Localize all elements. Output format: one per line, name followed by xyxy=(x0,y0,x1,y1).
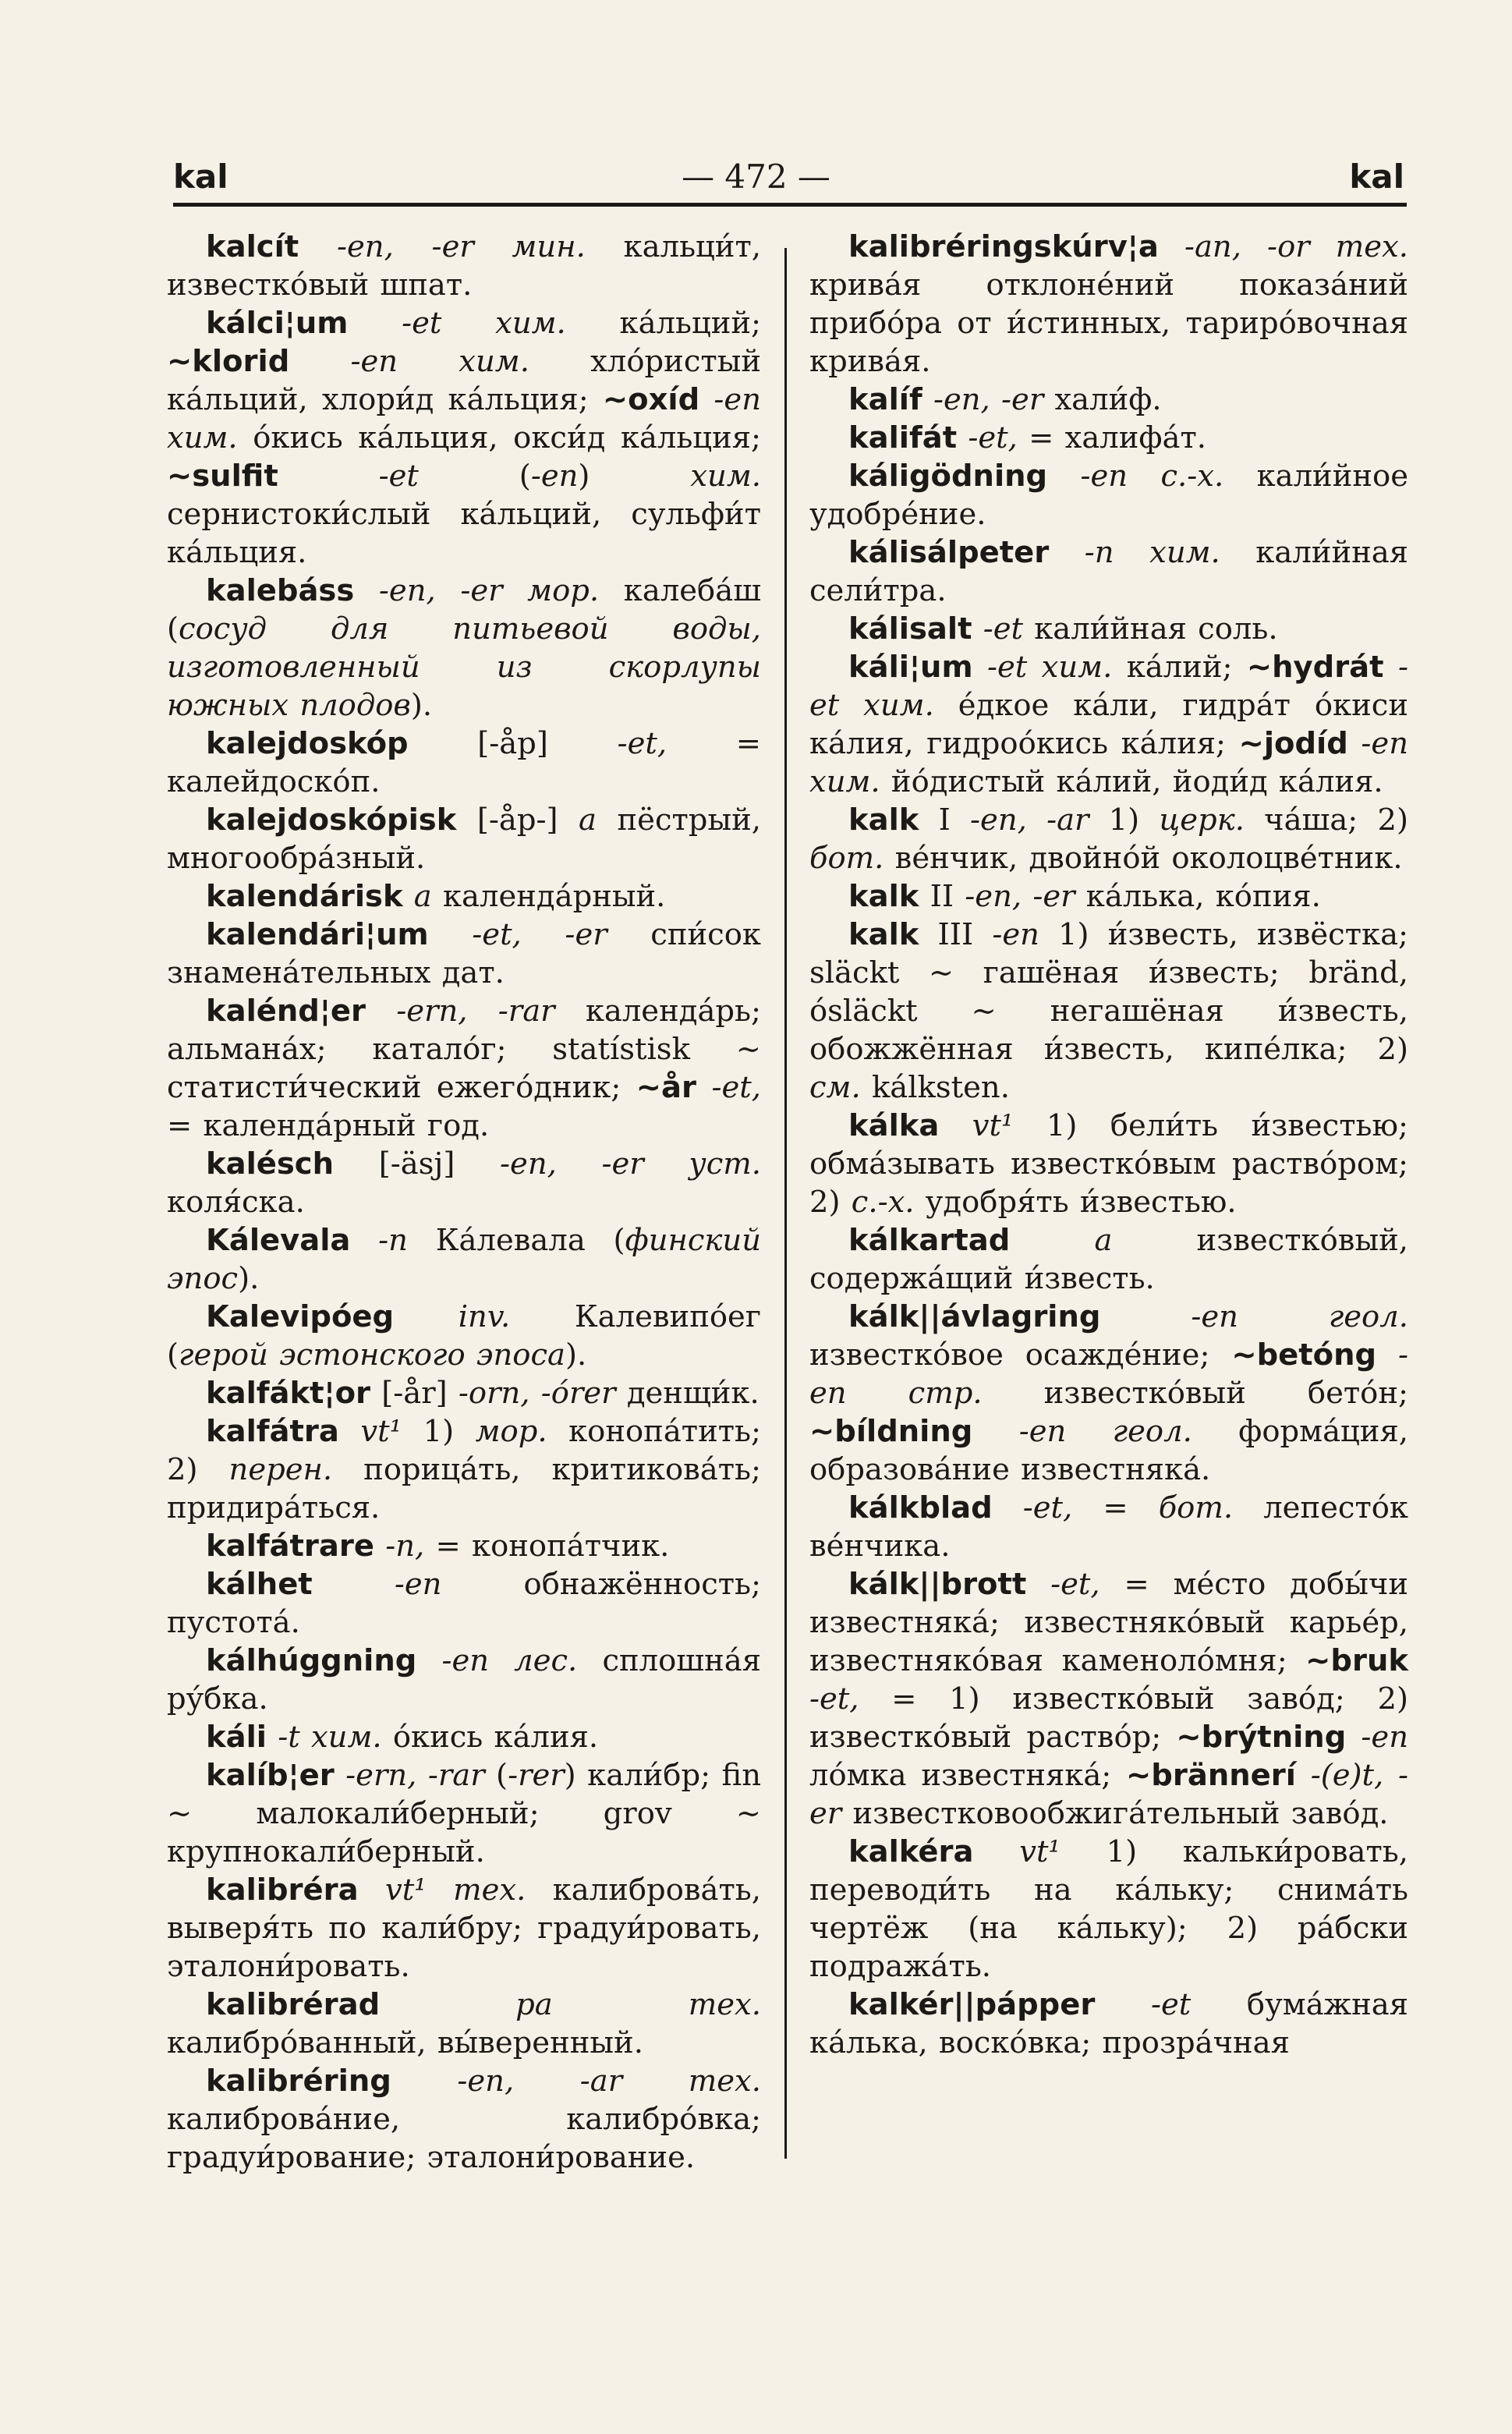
definition-text: спи́сок знамена́тельных дат. xyxy=(167,917,761,990)
grammar-label: церк. xyxy=(1159,802,1245,838)
headword: kálka xyxy=(848,1108,940,1143)
grammar-label: -en хим. xyxy=(289,344,529,379)
dictionary-entry xyxy=(167,304,761,572)
headword: kalíb¦er xyxy=(206,1758,335,1793)
dictionary-entry xyxy=(167,1986,761,2062)
column-divider xyxy=(784,248,787,2159)
definition-text: = 1) известко́вый заво́д; 2) известко́вый раство́р; xyxy=(809,1681,1408,1755)
dictionary-entry xyxy=(167,1871,761,1986)
definition-text: известковообжига́тельный заво́д. xyxy=(841,1796,1389,1831)
definition-text: = ме́сто добы́чи известняка́; известняко́вый карье́р, известняко́вая каменоло́мня; xyxy=(809,1567,1408,1678)
grammar-label: -en хим. xyxy=(167,382,762,455)
dictionary-entry xyxy=(167,572,761,725)
headword: ∼brännerí xyxy=(1126,1758,1296,1793)
definition-text: [-åp-] xyxy=(456,802,579,838)
headword: kalejdoskópisk xyxy=(206,802,457,838)
definition-text: калиброва́ть, выверя́ть по кали́бру; градуи́ровать, эталони́ровать. xyxy=(167,1872,761,1984)
dictionary-entry xyxy=(167,1718,761,1756)
grammar-label: a xyxy=(1010,1223,1113,1258)
grammar-label: -en, -er мор. xyxy=(354,573,600,608)
dictionary-entry xyxy=(167,916,761,992)
headword: kalejdoskóp xyxy=(206,726,409,761)
definition-text: [-åp] xyxy=(408,726,618,761)
running-head-left: kal xyxy=(173,158,228,196)
headword: ∼betóng xyxy=(1231,1337,1377,1373)
definition-text: ) xyxy=(578,459,691,494)
definition-text: ка́лька, ко́пия. xyxy=(1075,879,1321,914)
headword: kalibréring xyxy=(206,2064,391,2099)
definition-text: = халифа́т. xyxy=(1017,420,1207,455)
definition-text: 1) кальки́ровать, переводи́ть на ка́льку; снима́ть чертёж (на ка́льку); 2) ра́бски подража́ть. xyxy=(809,1834,1408,1984)
grammar-label: -en xyxy=(1346,1720,1408,1755)
grammar-label: -et, xyxy=(809,1681,859,1717)
dictionary-entry xyxy=(167,1527,761,1565)
grammar-label: -et хим. xyxy=(348,306,566,341)
headword: kálk||ávlagring xyxy=(848,1299,1101,1334)
grammar-label: -en геол. xyxy=(972,1414,1192,1449)
grammar-label: -en стр. xyxy=(809,1337,1408,1411)
definition-text: ( xyxy=(418,459,531,494)
definition-text: 1) и́звесть, извёстка; släckt ∼ гашёная и́звесть; bränd, ósläckt ∼ негашёная и́звесть, обожжённая и́звесть, кипе́лка; 2) xyxy=(809,917,1408,1067)
definition-text: денщи́к. xyxy=(615,1376,760,1411)
definition-text: ) кали́бр; fin ∼ малокали́берный; grov ∼ крупнокали́берный. xyxy=(167,1758,761,1869)
definition-text: хали́ф. xyxy=(1043,382,1162,417)
dictionary-entry xyxy=(809,801,1408,877)
grammar-label: -n, xyxy=(374,1529,425,1564)
grammar-label: -en геол. xyxy=(1100,1299,1408,1334)
definition-text: удобря́ть и́звестью. xyxy=(914,1185,1237,1220)
definition-text: кали́йное удобре́ние. xyxy=(809,459,1409,532)
grammar-label: -en, -er уст. xyxy=(500,1146,761,1182)
grammar-label: -en с.-х. xyxy=(1047,459,1224,494)
definition-text: пёстрый, многообра́зный. xyxy=(167,802,761,876)
definition-text: сернистоки́слый ка́льций, сульфи́т ка́льция. xyxy=(167,497,761,570)
definition-text: кали́йная сели́тра. xyxy=(809,535,1409,608)
grammar-label: -t хим. xyxy=(266,1720,382,1755)
dictionary-entry xyxy=(809,457,1408,533)
headword: káligödning xyxy=(848,459,1048,494)
headword: kálk||brott xyxy=(848,1567,1027,1602)
definition-text: = калейдоско́п. xyxy=(167,726,761,799)
grammar-label: -en xyxy=(992,917,1039,952)
headword: kálkartad xyxy=(848,1223,1011,1258)
dictionary-entry xyxy=(167,1756,761,1871)
headword: kálisalt xyxy=(848,611,972,647)
grammar-label: -en, -er мин. xyxy=(299,229,586,264)
headword: kalkéra xyxy=(848,1834,974,1869)
headword: ∼sulfit xyxy=(167,459,278,494)
grammar-label: a xyxy=(402,879,432,914)
headword: kalendárisk xyxy=(206,879,403,914)
definition-text: [-äsj] xyxy=(334,1146,501,1182)
grammar-label: -en xyxy=(312,1567,442,1602)
grammar-label: pa тех. xyxy=(380,1987,761,2022)
definition-text: е́дкое ка́ли, гидра́т о́киси ка́лия, гидроо́кись ка́лия; xyxy=(809,688,1408,761)
definition-text: лепесто́к ве́нчика. xyxy=(809,1490,1408,1564)
definition-text: порица́ть, критикова́ть; придира́ться. xyxy=(167,1452,761,1525)
dictionary-entry xyxy=(809,381,1408,419)
headword: kalcít xyxy=(206,229,299,264)
definition-text: ка́льций; xyxy=(565,306,761,341)
left-column xyxy=(167,228,761,2177)
grammar-label: -et, -er xyxy=(428,917,607,952)
grammar-label: с.-х. xyxy=(851,1185,915,1220)
grammar-label: -et xyxy=(1095,1987,1192,2022)
definition-text: крива́я отклоне́ний показа́ний прибо́ра от и́стинных, тариро́вочная крива́я. xyxy=(809,267,1408,379)
dictionary-entry xyxy=(809,877,1408,916)
definition-text: 1) xyxy=(402,1414,476,1449)
headword: ∼år xyxy=(636,1070,697,1105)
definition-text: калибро́ванный, вы́веренный. xyxy=(167,2025,643,2060)
headword: ∼jodíd xyxy=(1238,726,1348,761)
definition-text: = конопа́тчик. xyxy=(424,1529,670,1564)
definition-text: календа́рный. xyxy=(431,879,666,914)
grammar-label: перен. xyxy=(228,1452,333,1487)
dictionary-entry xyxy=(167,1145,761,1221)
grammar-label: -en лес. xyxy=(416,1643,578,1678)
headword: kálci¦um xyxy=(206,306,349,341)
dictionary-entry xyxy=(167,1374,761,1412)
definition-text: ло́мка известняка́; xyxy=(809,1758,1127,1793)
grammar-label: -et, xyxy=(617,726,667,761)
definition-text: коля́ска. xyxy=(167,1185,305,1220)
headword: kalfákt¦or xyxy=(206,1376,371,1411)
dictionary-entry xyxy=(167,1642,761,1718)
headword: kalk xyxy=(848,917,919,952)
definition-text: кальци́т, известко́вый шпат. xyxy=(167,229,761,303)
grammar-label: -en, -ar xyxy=(970,802,1089,838)
dictionary-entry xyxy=(809,1221,1408,1298)
grammar-label: -et xyxy=(972,611,1023,647)
definition-text: = xyxy=(1072,1490,1159,1525)
headword: kalénd¦er xyxy=(206,994,366,1029)
headword: Kálevala xyxy=(206,1223,351,1258)
grammar-label: -en хим. xyxy=(809,726,1408,799)
dictionary-entry xyxy=(809,1833,1408,1986)
headword: kalendári¦um xyxy=(206,917,429,952)
definition-text: ( xyxy=(484,1758,508,1793)
headword: kalifát xyxy=(848,420,958,455)
grammar-label: -(e)t, -er xyxy=(809,1758,1408,1831)
definition-text: о́кись ка́лия. xyxy=(381,1720,599,1755)
definition-text: ка́лий; xyxy=(1112,650,1247,685)
headword: kálisálpeter xyxy=(848,535,1050,570)
definition-text: I xyxy=(919,802,971,838)
dictionary-entry xyxy=(809,533,1408,610)
definition-text: 1) xyxy=(1089,802,1160,838)
grammar-label: хим. xyxy=(690,459,761,494)
dictionary-entry xyxy=(167,1565,761,1642)
definition-text: ча́ша; 2) xyxy=(1244,802,1409,838)
dictionary-entry xyxy=(167,2062,761,2177)
dictionary-entry xyxy=(167,801,761,877)
dictionary-entry xyxy=(809,1298,1408,1489)
headword: kálhúggning xyxy=(206,1643,417,1678)
grammar-label: сосуд для питьевой воды, изготовленный из скорлупы южных плодов xyxy=(167,611,761,723)
grammar-label: vt¹ xyxy=(939,1108,1014,1143)
headword: kalfátrare xyxy=(206,1529,374,1564)
dictionary-entry xyxy=(809,610,1408,648)
grammar-label: inv. xyxy=(394,1299,511,1334)
grammar-label: -et, xyxy=(957,420,1018,455)
definition-text: обнажённость; пустота́. xyxy=(167,1567,761,1640)
definition-text: кали́йная соль. xyxy=(1023,611,1278,647)
definition-text: о́кись ка́льция, окси́д ка́льция; xyxy=(237,420,761,455)
grammar-label: vt¹ xyxy=(973,1834,1061,1869)
headword: kalibréringskúrv¦a xyxy=(848,229,1159,264)
definition-text: известко́вый, содержа́щий и́звесть. xyxy=(809,1223,1408,1296)
page-number: — 472 — xyxy=(682,158,830,196)
grammar-label: см. xyxy=(809,1070,861,1105)
definition-text: календа́рь; альмана́х; катало́г; statístisk ∼ статисти́ческий ежего́дник; xyxy=(167,994,761,1105)
grammar-label: -et, xyxy=(1026,1567,1100,1602)
definition-text: II xyxy=(919,879,965,914)
dictionary-entry xyxy=(809,1565,1408,1833)
grammar-label: -n xyxy=(350,1223,408,1258)
headword: kalk xyxy=(848,879,919,914)
grammar-label: -et хим. xyxy=(809,650,1408,723)
definition-text: ). xyxy=(565,1337,587,1373)
headword: ∼klorid xyxy=(167,344,290,379)
definition-text: сплошна́я ру́бка. xyxy=(167,1643,762,1717)
headword: ∼bruk xyxy=(1305,1643,1408,1678)
grammar-label: бот. xyxy=(1158,1490,1234,1525)
headword: kalkér||pápper xyxy=(848,1987,1096,2022)
definition-text: ). xyxy=(238,1261,260,1296)
definition-text: ве́нчик, двойно́й околоцве́тник. xyxy=(883,841,1403,876)
definition-text: известко́вое осажде́ние; xyxy=(809,1337,1232,1373)
grammar-label: -ern, -rar xyxy=(366,994,555,1029)
dictionary-entry xyxy=(809,1986,1408,2062)
headword: ∼hydrát xyxy=(1246,650,1384,685)
grammar-label: vt¹ xyxy=(338,1414,402,1449)
dictionary-entry xyxy=(167,228,761,304)
grammar-label: -orn, -órer xyxy=(458,1376,616,1411)
headword: kalésch xyxy=(206,1146,335,1182)
definition-text: 1) бели́ть и́звестью; обма́зывать известко́вым раство́ром; 2) xyxy=(809,1108,1408,1220)
grammar-label: -rer xyxy=(508,1758,565,1793)
dictionary-entry xyxy=(809,419,1408,457)
definition-text: калеба́ш ( xyxy=(167,573,761,647)
dictionary-entry xyxy=(809,1107,1408,1221)
headword: kálkblad xyxy=(848,1490,993,1525)
running-head-right: kal xyxy=(1349,158,1404,196)
headword: káli xyxy=(206,1720,267,1755)
definition-text: хло́ристый ка́льций, хлори́д ка́льция; xyxy=(167,344,762,417)
grammar-label: -et xyxy=(278,459,419,494)
headword: Kalevipóeg xyxy=(206,1299,395,1334)
dictionary-entry xyxy=(167,1298,761,1374)
headword: ∼bíldning xyxy=(809,1414,973,1449)
right-column xyxy=(809,228,1408,2062)
grammar-label: -en, -er xyxy=(965,879,1075,914)
grammar-label: -en xyxy=(530,459,579,494)
headword: kalk xyxy=(848,802,919,838)
headword: kalíf xyxy=(848,382,922,417)
definition-text: kálksten. xyxy=(860,1070,1010,1105)
headword: kalfátra xyxy=(206,1414,339,1449)
dictionary-entry xyxy=(809,228,1408,381)
dictionary-entry xyxy=(809,916,1408,1107)
grammar-label: -an, -or тех. xyxy=(1158,229,1408,264)
dictionary-entry xyxy=(809,648,1408,801)
headword: ∼brýtning xyxy=(1176,1720,1347,1755)
definition-text: ). xyxy=(410,688,433,723)
definition-text: Калевипо́ег ( xyxy=(167,1299,761,1373)
definition-text: III xyxy=(919,917,993,952)
grammar-label: -en, -er xyxy=(922,382,1044,417)
headword: kalebáss xyxy=(206,573,355,608)
grammar-label: бот. xyxy=(809,841,884,876)
definition-text: [-år] xyxy=(370,1376,459,1411)
dictionary-entry xyxy=(809,1489,1408,1565)
headword: ∼oxíd xyxy=(602,382,700,417)
definition-text: бума́жная ка́лька, воско́вка; прозра́чная xyxy=(809,1987,1408,2060)
dictionary-entry xyxy=(167,1221,761,1298)
grammar-label: -n хим. xyxy=(1049,535,1220,570)
grammar-label: -en, -ar тех. xyxy=(391,2064,761,2099)
definition-text: = календа́рный год. xyxy=(167,1108,490,1143)
grammar-label: a xyxy=(579,802,597,838)
grammar-label: мор. xyxy=(475,1414,547,1449)
grammar-label: -et, xyxy=(992,1490,1073,1525)
grammar-label: vt¹ тех. xyxy=(358,1872,526,1908)
header-rule xyxy=(173,203,1407,207)
grammar-label: -et хим. xyxy=(972,650,1113,685)
headword: kalibrérad xyxy=(206,1987,381,2022)
dictionary-entry xyxy=(167,1412,761,1527)
grammar-label: герой эстонского эпоса xyxy=(179,1337,565,1373)
dictionary-entry xyxy=(167,877,761,916)
definition-text: Ка́левала ( xyxy=(407,1223,625,1258)
definition-text: форма́ция, образова́ние известняка́. xyxy=(809,1414,1408,1487)
headword: káli¦um xyxy=(848,650,973,685)
headword: kalibréra xyxy=(206,1872,359,1908)
dictionary-entry xyxy=(167,992,761,1145)
grammar-label: финский эпос xyxy=(167,1223,761,1296)
headword: kálhet xyxy=(206,1567,313,1602)
definition-text: конопа́тить; 2) xyxy=(167,1414,761,1487)
dictionary-entry xyxy=(167,725,761,801)
definition-text: известко́вый бето́н; xyxy=(982,1376,1408,1411)
definition-text: калиброва́ние, калибро́вка; градуи́рование; эталони́рование. xyxy=(167,2102,761,2175)
definition-text: йо́дистый ка́лий, йоди́д ка́лия. xyxy=(880,764,1383,799)
grammar-label: -et, xyxy=(696,1070,761,1105)
grammar-label: -ern, -rar xyxy=(334,1758,485,1793)
